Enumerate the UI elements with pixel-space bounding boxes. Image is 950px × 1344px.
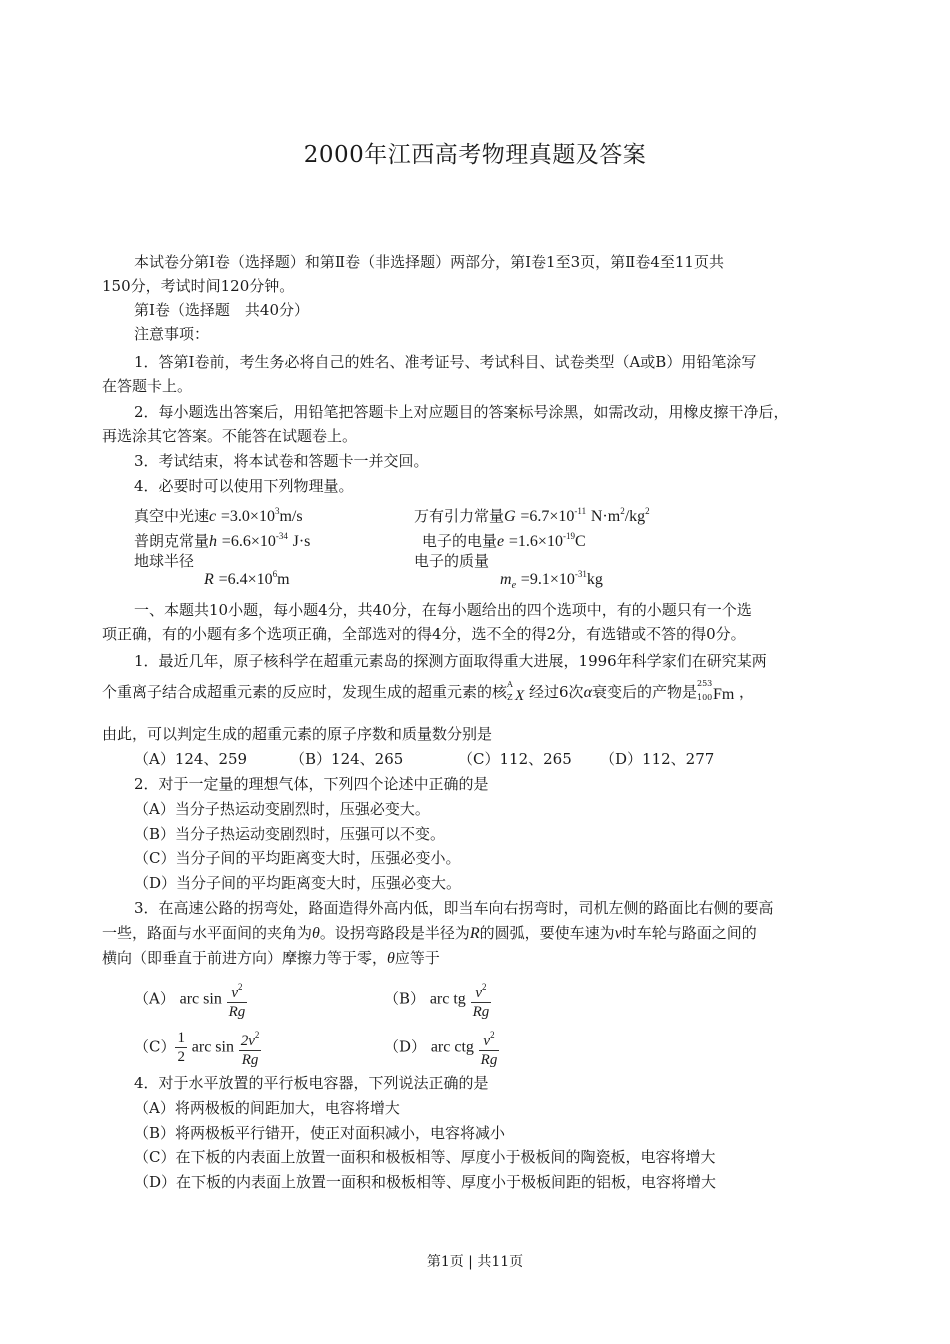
nuclide-fm-number: 100 (696, 693, 713, 702)
const-c-unit: m/s (279, 508, 303, 525)
q2-option-a: （A）当分子热运动变剧烈时，压强必变大。 (134, 800, 430, 818)
const-m-unit: kg (586, 571, 603, 588)
frac-den: Rg (480, 1052, 498, 1068)
const-c-value: =3.0×10 (220, 508, 275, 525)
const-g-label: 万有引力常量 (414, 507, 505, 525)
notice-2b: 再选涂其它答案。不能答在试题卷上。 (102, 427, 358, 445)
q1-line-2c: 衰变后的产物是 (591, 683, 697, 701)
frac-num: v (231, 985, 239, 1001)
const-c-exp: 3 (274, 506, 280, 516)
nuclide-x-symbol: X (515, 688, 525, 704)
q3-line-3a: 横向（即垂直于前进方向）摩擦力等于零， (102, 949, 388, 967)
part1-heading: 第Ⅰ卷（选择题 共40分） (134, 301, 310, 319)
const-m-exp: -31 (574, 569, 587, 579)
const-electron-mass-label: 电子的质量 (414, 552, 490, 570)
frac-den: Rg (228, 1004, 246, 1020)
q1-line-2d: ， (738, 683, 754, 701)
q1-line-1: 1．最近几年，原子核科学在超重元素岛的探测方面取得重大进展，1996年科学家们在研究某两 (134, 652, 767, 670)
q3-option-c-fn: arc sin (191, 1038, 234, 1056)
const-r-unit: m (277, 571, 290, 588)
q3-option-b-label: （B） (384, 989, 426, 1008)
const-m-sub: e (511, 580, 517, 591)
const-r-symbol: R (204, 571, 214, 588)
const-earth-radius-label: 地球半径 (134, 552, 195, 570)
theta-symbol-2: θ (387, 950, 395, 967)
q3-line-2 (102, 921, 757, 946)
notice-1b: 在答题卡上。 (102, 377, 193, 395)
q3-option-d-fraction (479, 1026, 500, 1069)
const-m-symbol: m (500, 571, 512, 588)
q3-line-3b: 应等于 (394, 949, 440, 967)
q1-option-c: （C）112、265 (458, 750, 572, 768)
q1-line-3: 由此，可以判定生成的超重元素的原子序数和质量数分别是 (102, 725, 493, 743)
const-g-unit: N·m (590, 508, 621, 525)
const-e-label: 电子的电量 (422, 532, 498, 550)
q3-line-1: 3．在高速公路的拐弯处，路面造得外高内低，即当车向右拐弯时，司机左侧的路面比右侧的要高 (134, 899, 774, 917)
const-h-value: =6.6×10 (221, 533, 276, 550)
q3-option-d-fn: arc ctg (430, 1038, 474, 1056)
q3-option-c (134, 1026, 261, 1069)
q2-option-b: （B）当分子热运动变剧烈时，压强可以不变。 (134, 825, 446, 843)
page-footer: 第1页 | 共11页 (426, 1254, 524, 1270)
q3-option-b-fraction (471, 978, 492, 1021)
const-h-symbol: h (209, 533, 218, 550)
const-h-exp: -34 (275, 531, 288, 541)
frac-num: v (483, 1033, 491, 1049)
theta-symbol: θ (312, 925, 320, 942)
q3-option-b (384, 978, 491, 1021)
q1-line-2a: 个重离子结合成超重元素的反应时，发现生成的超重元素的核 (102, 683, 508, 701)
nuclide-x (507, 681, 529, 705)
nuclide-x-number: Z (507, 693, 513, 702)
q1-option-a: （A）124、259 (134, 750, 248, 768)
frac-den: Rg (472, 1004, 490, 1020)
const-g-unit-exp: 2 (620, 506, 625, 516)
q1-option-b: （B）124、265 (290, 750, 404, 768)
q3-option-a-fn: arc sin (179, 990, 222, 1008)
q4-stem: 4．对于水平放置的平行板电容器，下列说法正确的是 (134, 1074, 489, 1092)
q3-option-a-label: （A） (134, 989, 175, 1008)
notice-4: 4．必要时可以使用下列物理量。 (134, 477, 354, 495)
q2-stem: 2．对于一定量的理想气体，下列四个论述中正确的是 (134, 775, 489, 793)
const-g-unit2-exp: 2 (645, 506, 650, 516)
q3-option-d (384, 1026, 499, 1069)
q3-option-b-fn: arc tg (429, 990, 466, 1008)
v-symbol: v (614, 925, 622, 942)
const-g-symbol: G (504, 508, 516, 525)
nuclide-fm-mass: 253 (696, 679, 713, 688)
q4-option-c: （C）在下板的内表面上放置一面积和极板相等、厚度小于极板间的陶瓷板，电容将增大 (134, 1148, 716, 1166)
q3-line-2a: 一些，路面与水平面间的夹角为 (102, 924, 313, 942)
const-e-unit: C (574, 533, 586, 550)
section1-line-1: 一、本题共10小题，每小题4分，共40分，在每小题给出的四个选项中，有的小题只有一个选 (134, 601, 752, 619)
frac-num-exp: 2 (490, 1030, 495, 1040)
q3-option-a-fraction (227, 978, 248, 1021)
q3-line-2b: 。设拐弯路段是半径为 (319, 924, 470, 942)
const-h-unit: J·s (292, 533, 311, 550)
q2-option-c: （C）当分子间的平均距离变大时，压强必变小。 (134, 849, 461, 867)
frac-num-2v: 2v (240, 1033, 255, 1049)
q1-line-2b: 经过6次 (529, 683, 584, 701)
frac-num-exp: 2 (254, 1030, 260, 1040)
frac-num: v (475, 985, 482, 1001)
q1-line-2 (102, 680, 754, 705)
q3-line-2c: 的圆弧，要使车速为 (479, 924, 615, 942)
q3-option-c-label: （C） (134, 1037, 176, 1056)
section1-line-2: 项正确，有的小题有多个选项正确，全部选对的得4分，选不全的得2分，有选错或不答的得0分。 (102, 625, 746, 643)
frac-num-exp: 2 (482, 982, 487, 992)
nuclide-x-mass: A (507, 680, 513, 689)
const-e-exp: -19 (562, 531, 575, 541)
const-r-exp: 6 (272, 569, 278, 579)
const-g-unit2: /kg (624, 508, 646, 525)
notice-2a: 2．每小题选出答案后，用铅笔把答题卡上对应题目的答案标号涂黑，如需改动，用橡皮擦干净后， (134, 403, 789, 421)
const-r-value: =6.4×10 (218, 571, 273, 588)
r-symbol: R (469, 925, 480, 942)
const-e-value: =1.6×10 (508, 533, 563, 550)
alpha-symbol: α (583, 684, 592, 701)
nuclide-fm (697, 681, 739, 705)
half-num: 1 (177, 1030, 185, 1046)
notice-1a: 1．答第Ⅰ卷前，考生务必将自己的姓名、准考证号、考试科目、试卷类型（A或B）用铅笔涂写 (134, 353, 757, 371)
q3-option-c-fraction (239, 1026, 262, 1069)
const-electron-mass (500, 562, 603, 598)
q4-option-a: （A）将两极板的间距加大，电容将增大 (134, 1099, 400, 1117)
const-e-symbol: e (497, 533, 505, 550)
q4-option-b: （B）将两极板平行错开，使正对面积减小，电容将减小 (134, 1124, 506, 1142)
intro-line-2: 150分，考试时间120分钟。 (102, 277, 295, 295)
half-den: 2 (177, 1049, 185, 1065)
notice-3: 3．考试结束，将本试卷和答题卡一并交回。 (134, 452, 429, 470)
intro-line-1: 本试卷分第Ⅰ卷（选择题）和第Ⅱ卷（非选择题）两部分，第Ⅰ卷1至3页，第Ⅱ卷4至11页共 (134, 253, 724, 271)
const-g-value: =6.7×10 (520, 508, 575, 525)
q4-option-d: （D）在下板的内表面上放置一面积和极板相等、厚度小于极板间距的铝板，电容将增大 (134, 1173, 717, 1191)
const-earth-radius (204, 562, 290, 592)
q3-option-d-label: （D） (384, 1037, 427, 1056)
const-c-label: 真空中光速 (134, 507, 210, 525)
q2-option-d: （D）当分子间的平均距离变大时，压强必变大。 (134, 874, 462, 892)
const-g-exp: -11 (574, 506, 587, 516)
const-m-value: =9.1×10 (520, 571, 575, 588)
q3-line-2d: 时车轮与路面之间的 (621, 924, 757, 942)
const-h-label: 普朗克常量 (134, 532, 210, 550)
q1-option-d: （D）112、277 (600, 750, 715, 768)
frac-den: Rg (239, 1050, 262, 1069)
page-title: 2000年江西高考物理真题及答案 (303, 142, 647, 168)
notice-heading: 注意事项： (134, 325, 210, 343)
q3-line-3 (102, 946, 440, 971)
nuclide-fm-symbol: Fm (712, 686, 735, 703)
q3-option-c-half (175, 1029, 187, 1066)
const-c-symbol: c (209, 508, 217, 525)
frac-num-exp: 2 (238, 982, 243, 992)
q3-option-a (134, 978, 247, 1021)
